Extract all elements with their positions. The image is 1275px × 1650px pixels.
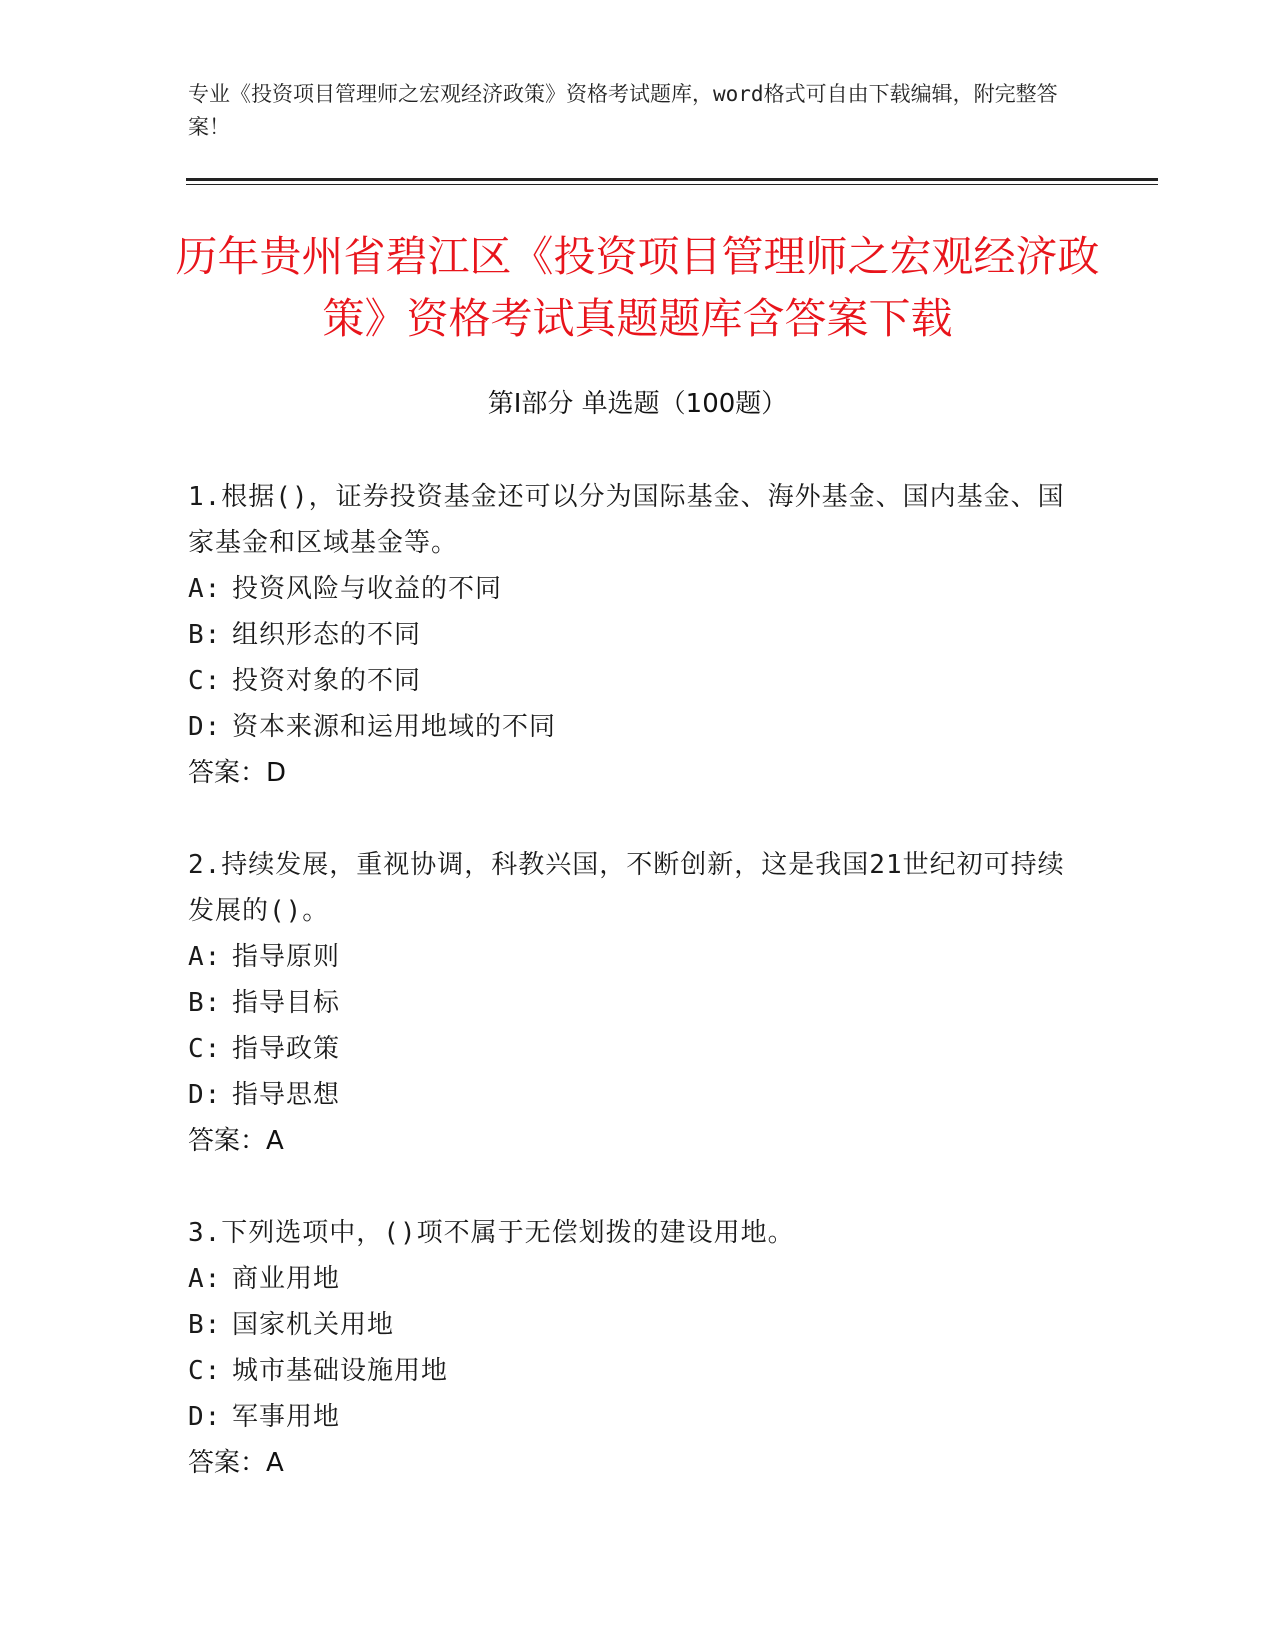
option-letter: D: — [188, 712, 222, 742]
option-c — [188, 658, 1088, 704]
option-a — [188, 566, 1088, 612]
answer-line: 答案：A — [188, 1448, 284, 1478]
option-text: 指导思想 — [232, 1080, 341, 1110]
option-text: 指导政策 — [232, 1034, 341, 1064]
option-letter: B: — [188, 1310, 222, 1340]
option-text: 国家机关用地 — [232, 1310, 395, 1340]
option-text: 商业用地 — [232, 1264, 341, 1294]
question-stem: 3.下列选项中，()项不属于无偿划拨的建设用地。 — [188, 1218, 795, 1248]
option-letter: A: — [188, 942, 222, 972]
option-b — [188, 1302, 1088, 1348]
option-letter: B: — [188, 988, 222, 1018]
option-text: 城市基础设施用地 — [232, 1356, 449, 1386]
question-1 — [188, 474, 1088, 796]
option-letter: B: — [188, 620, 222, 650]
section-title: 第Ⅰ部分 单选题（100题） — [487, 389, 788, 419]
option-text: 指导目标 — [232, 988, 341, 1018]
option-letter: D: — [188, 1080, 222, 1110]
option-d — [188, 704, 1088, 750]
option-text: 资本来源和运用地域的不同 — [232, 712, 557, 742]
answer-line: 答案：A — [188, 1126, 284, 1156]
option-a — [188, 1256, 1088, 1302]
header-divider-thin — [186, 184, 1158, 185]
option-c — [188, 1348, 1088, 1394]
option-letter: D: — [188, 1402, 222, 1432]
option-d — [188, 1394, 1088, 1440]
option-b — [188, 980, 1088, 1026]
document-title: 历年贵州省碧江区《投资项目管理师之宏观经济政策》资格考试真题题库含答案下载 — [175, 232, 1100, 343]
option-c — [188, 1026, 1088, 1072]
header-note: 专业《投资项目管理师之宏观经济政策》资格考试题库，word格式可自由下载编辑，附完整答案！ — [188, 82, 1058, 139]
option-text: 投资风险与收益的不同 — [232, 574, 503, 604]
question-list — [188, 474, 1088, 1532]
question-stem: 1.根据()，证券投资基金还可以分为国际基金、海外基金、国内基金、国家基金和区域基金等。 — [188, 482, 1065, 558]
option-letter: A: — [188, 1264, 222, 1294]
option-a — [188, 934, 1088, 980]
option-letter: C: — [188, 1356, 222, 1386]
header-divider-thick — [186, 178, 1158, 181]
answer-line: 答案：D — [188, 758, 287, 788]
question-3 — [188, 1210, 1088, 1486]
option-letter: C: — [188, 666, 222, 696]
option-text: 投资对象的不同 — [232, 666, 422, 696]
question-stem: 2.持续发展，重视协调，科教兴国，不断创新，这是我国21世纪初可持续发展的()。 — [188, 850, 1065, 926]
option-d — [188, 1072, 1088, 1118]
option-letter: A: — [188, 574, 222, 604]
option-text: 指导原则 — [232, 942, 341, 972]
option-letter: C: — [188, 1034, 222, 1064]
option-text: 组织形态的不同 — [232, 620, 422, 650]
option-text: 军事用地 — [232, 1402, 341, 1432]
option-b — [188, 612, 1088, 658]
question-2 — [188, 842, 1088, 1164]
